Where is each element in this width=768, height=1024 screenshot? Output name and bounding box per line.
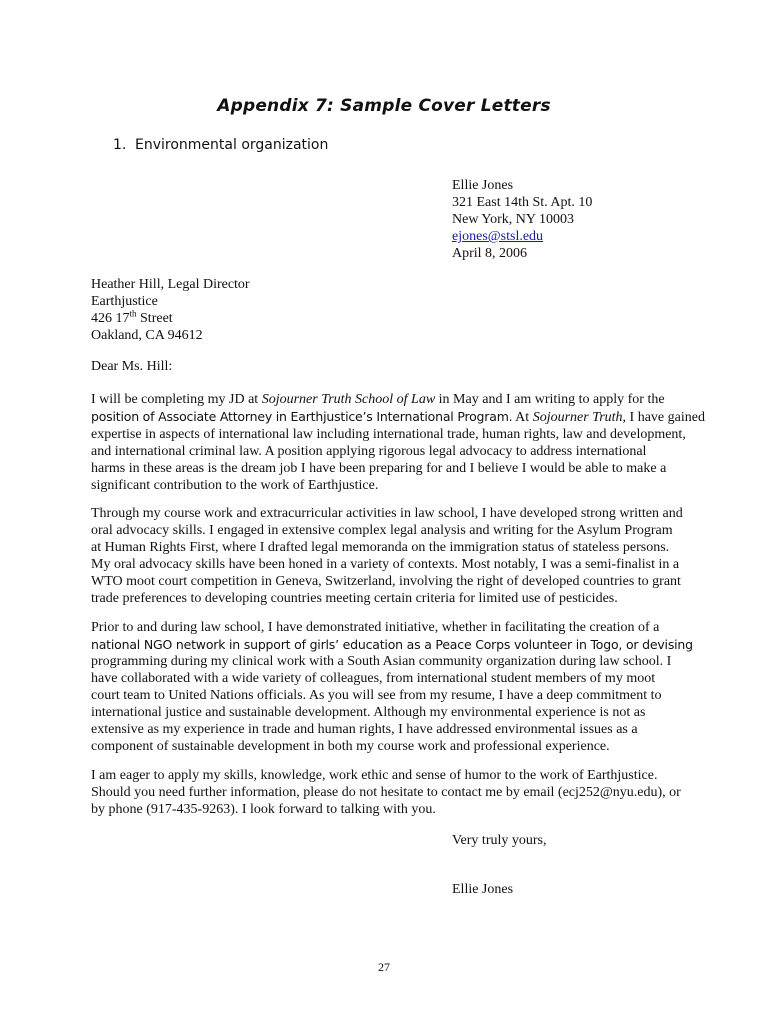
paragraph-line: Should you need further information, please do not hesitate to contact me by email (ecj252@nyu.edu), or xyxy=(91,785,681,800)
paragraph-line: court team to United Nations officials. As you will see from my resume, I have a deep commitment to xyxy=(91,688,662,703)
paragraph-line: component of sustainable development in both my course work and professional experience. xyxy=(91,739,610,754)
page-number: 27 xyxy=(378,960,390,974)
paragraph-line: at Human Rights First, where I drafted legal memoranda on the immigration status of stateless persons. xyxy=(91,540,670,555)
paragraph-line: expertise in aspects of international law including international trade, human rights, law and development, xyxy=(91,427,686,442)
paragraph-line: significant contribution to the work of Earthjustice. xyxy=(91,478,379,493)
paragraph-line: Through my course work and extracurricular activities in law school, I have developed strong written and xyxy=(91,506,683,521)
section-heading xyxy=(113,137,328,153)
paragraph-line: and international criminal law. A position applying rigorous legal advocacy to address international xyxy=(91,444,647,459)
paragraph-1 xyxy=(91,391,705,494)
paragraph-line: have collaborated with a wide variety of colleagues, from international student members of my moot xyxy=(91,671,656,686)
paragraph-line: oral advocacy skills. I engaged in extensive complex legal analysis and writing for the Asylum Program xyxy=(91,523,673,538)
sender-address-line1: 321 East 14th St. Apt. 10 xyxy=(452,195,593,210)
recipient-name-title: Heather Hill, Legal Director xyxy=(91,277,250,292)
closing: Very truly yours, xyxy=(452,833,547,848)
section-label: Environmental organization xyxy=(135,137,329,153)
paragraph-line: trade preferences to developing countries meeting certain criteria for limited use of pesticides. xyxy=(91,591,618,606)
recipient-block xyxy=(91,276,250,344)
signature-name: Ellie Jones xyxy=(452,882,514,897)
paragraph-line: position of Associate Attorney in Earthjustice’s International Program. At Sojourner Truth, I have gained xyxy=(91,409,705,425)
paragraph-line: national NGO network in support of girls’ education as a Peace Corps volunteer in Togo, or devising xyxy=(91,637,693,652)
letter-date: April 8, 2006 xyxy=(452,246,528,261)
page-title: Appendix 7: Sample Cover Letters xyxy=(217,96,551,116)
paragraph-3 xyxy=(91,619,691,755)
paragraph-line: by phone (917-435-9263). I look forward to talking with you. xyxy=(91,802,436,817)
paragraph-line: I am eager to apply my skills, knowledge, work ethic and sense of humor to the work of Earthjustice. xyxy=(91,768,658,783)
sender-address-line2: New York, NY 10003 xyxy=(452,212,574,227)
section-number: 1. xyxy=(113,137,127,153)
paragraph-4 xyxy=(91,767,691,818)
paragraph-line: programming during my clinical work with a South Asian community organization during law school. I xyxy=(91,654,672,669)
sender-block xyxy=(452,177,592,262)
recipient-city: Oakland, CA 94612 xyxy=(91,328,203,343)
salutation: Dear Ms. Hill: xyxy=(91,359,173,374)
paragraph-line: international justice and sustainable development. Although my environmental experience is not as xyxy=(91,705,646,720)
paragraph-line: harms in these areas is the dream job I have been preparing for and I believe I would be able to make a xyxy=(91,461,667,476)
paragraph-line: My oral advocacy skills have been honed in a variety of contexts. Most notably, I was a semi-finalist in a xyxy=(91,557,680,572)
recipient-organization: Earthjustice xyxy=(91,294,158,309)
paragraph-line: WTO moot court competition in Geneva, Switzerland, involving the right of developed countries to grant xyxy=(91,574,681,589)
paragraph-line: I will be completing my JD at Sojourner Truth School of Law in May and I am writing to apply for the xyxy=(91,392,665,407)
recipient-street: 426 17th Street xyxy=(91,308,173,326)
sender-name: Ellie Jones xyxy=(452,178,514,193)
paragraph-2 xyxy=(91,505,691,607)
paragraph-line: extensive as my experience in trade and human rights, I have addressed environmental issues as a xyxy=(91,722,638,737)
sender-email-link[interactable]: ejones@stsl.edu xyxy=(452,229,544,244)
paragraph-line: Prior to and during law school, I have demonstrated initiative, whether in facilitating the creation of a xyxy=(91,620,660,635)
